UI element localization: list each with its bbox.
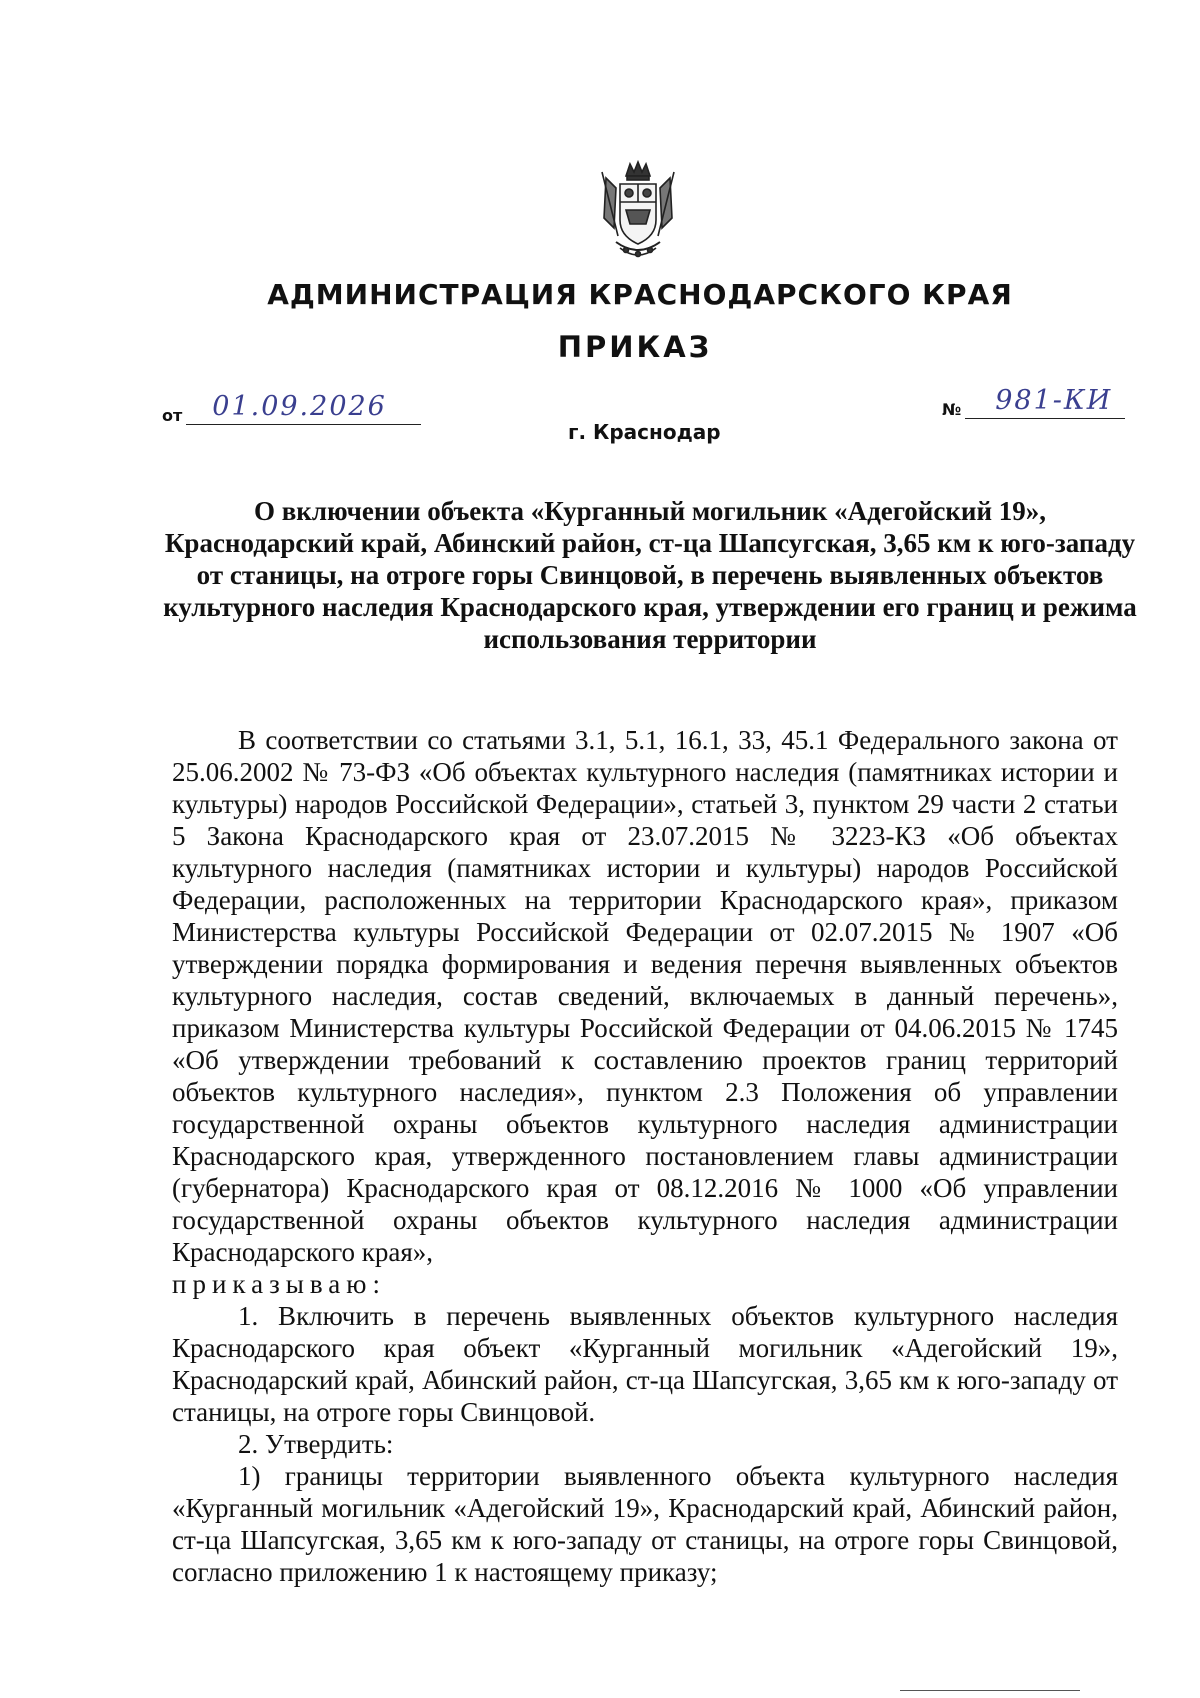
footer-rule <box>900 1690 1080 1691</box>
document-body <box>172 724 1118 1588</box>
item-2-paragraph: 2. Утвердить: <box>238 1429 394 1459</box>
item-1-paragraph: 1. Включить в перечень выявленных объектов культурного наследия Краснодарского края объект «Курганный могильник «Адегойский 19», Краснодарский край, Абинский район, ст-ца Шапсугская, 3,65 км к юго-западу от станицы, на отроге горы Свинцовой. <box>172 1301 1118 1427</box>
city: г. Краснодар <box>568 420 721 444</box>
order-word: приказываю: <box>172 1269 386 1299</box>
coat-of-arms-icon <box>596 158 680 262</box>
date-prefix: от <box>162 406 183 425</box>
date-field <box>162 391 421 425</box>
number-line <box>965 385 1125 419</box>
item-2-1-paragraph: 1) границы территории выявленного объекта культурного наследия «Курганный могильник «Адегойский 19», Краснодарский край, Абинский район, ст-ца Шапсугская, 3,65 км к юго-западу от станицы, на отроге горы Свинцовой, согласно приложению 1 к настоящему приказу; <box>172 1461 1118 1587</box>
document-subject: О включении объекта «Курганный могильник «Адегойский 19», Краснодарский край, Абинский район, ст-ца Шапсугская, 3,65 км к юго-западу от станицы, на отроге горы Свинцовой, в перечень выявленных объектов культурного наследия Краснодарского края, утверждении его границ и режима использования территории <box>163 496 1137 654</box>
date-line <box>186 391 421 425</box>
number-prefix: № <box>942 400 962 419</box>
organization-title: АДМИНИСТРАЦИЯ КРАСНОДАРСКОГО КРАЯ <box>267 278 1013 311</box>
document-type: ПРИКАЗ <box>557 330 713 364</box>
number-value: 981-КИ <box>995 385 1113 416</box>
preamble-paragraph: В соответствии со статьями 3.1, 5.1, 16.1, 33, 45.1 Федерального закона от 25.06.2002 № 73-ФЗ «Об объектах культурного наследия (памятниках истории и культуры) народов Российской Федерации», статьей 3, пунктом 29 части 2 статьи 5 Закона Краснодарского края от 23.07.2015 № 3223-КЗ «Об объектах культурного наследия (памятниках истории и культуры) народов Российской Федерации, расположенных на территории Краснодарского края», приказом Министерства культуры Российской Федерации от 02.07.2015 № 1907 «Об утверждении порядка формирования и ведения перечня выявленных объектов культурного наследия, состав сведений, включаемых в данный перечень», приказом Министерства культуры Российской Федерации от 04.06.2015 № 1745 «Об утверждении требований к составлению проектов границ территорий объектов культурного наследия», пунктом 2.3 Положения об управлении государственной охраны объектов культурного наследия администрации Краснодарского края, утвержденного постановлением главы администрации (губернатора) Краснодарского края от 08.12.2016 № 1000 «Об управлении государственной охраны объектов культурного наследия администрации Краснодарского края», <box>172 725 1118 1267</box>
number-field <box>942 385 1125 419</box>
date-value: 01.09.2026 <box>212 391 387 422</box>
